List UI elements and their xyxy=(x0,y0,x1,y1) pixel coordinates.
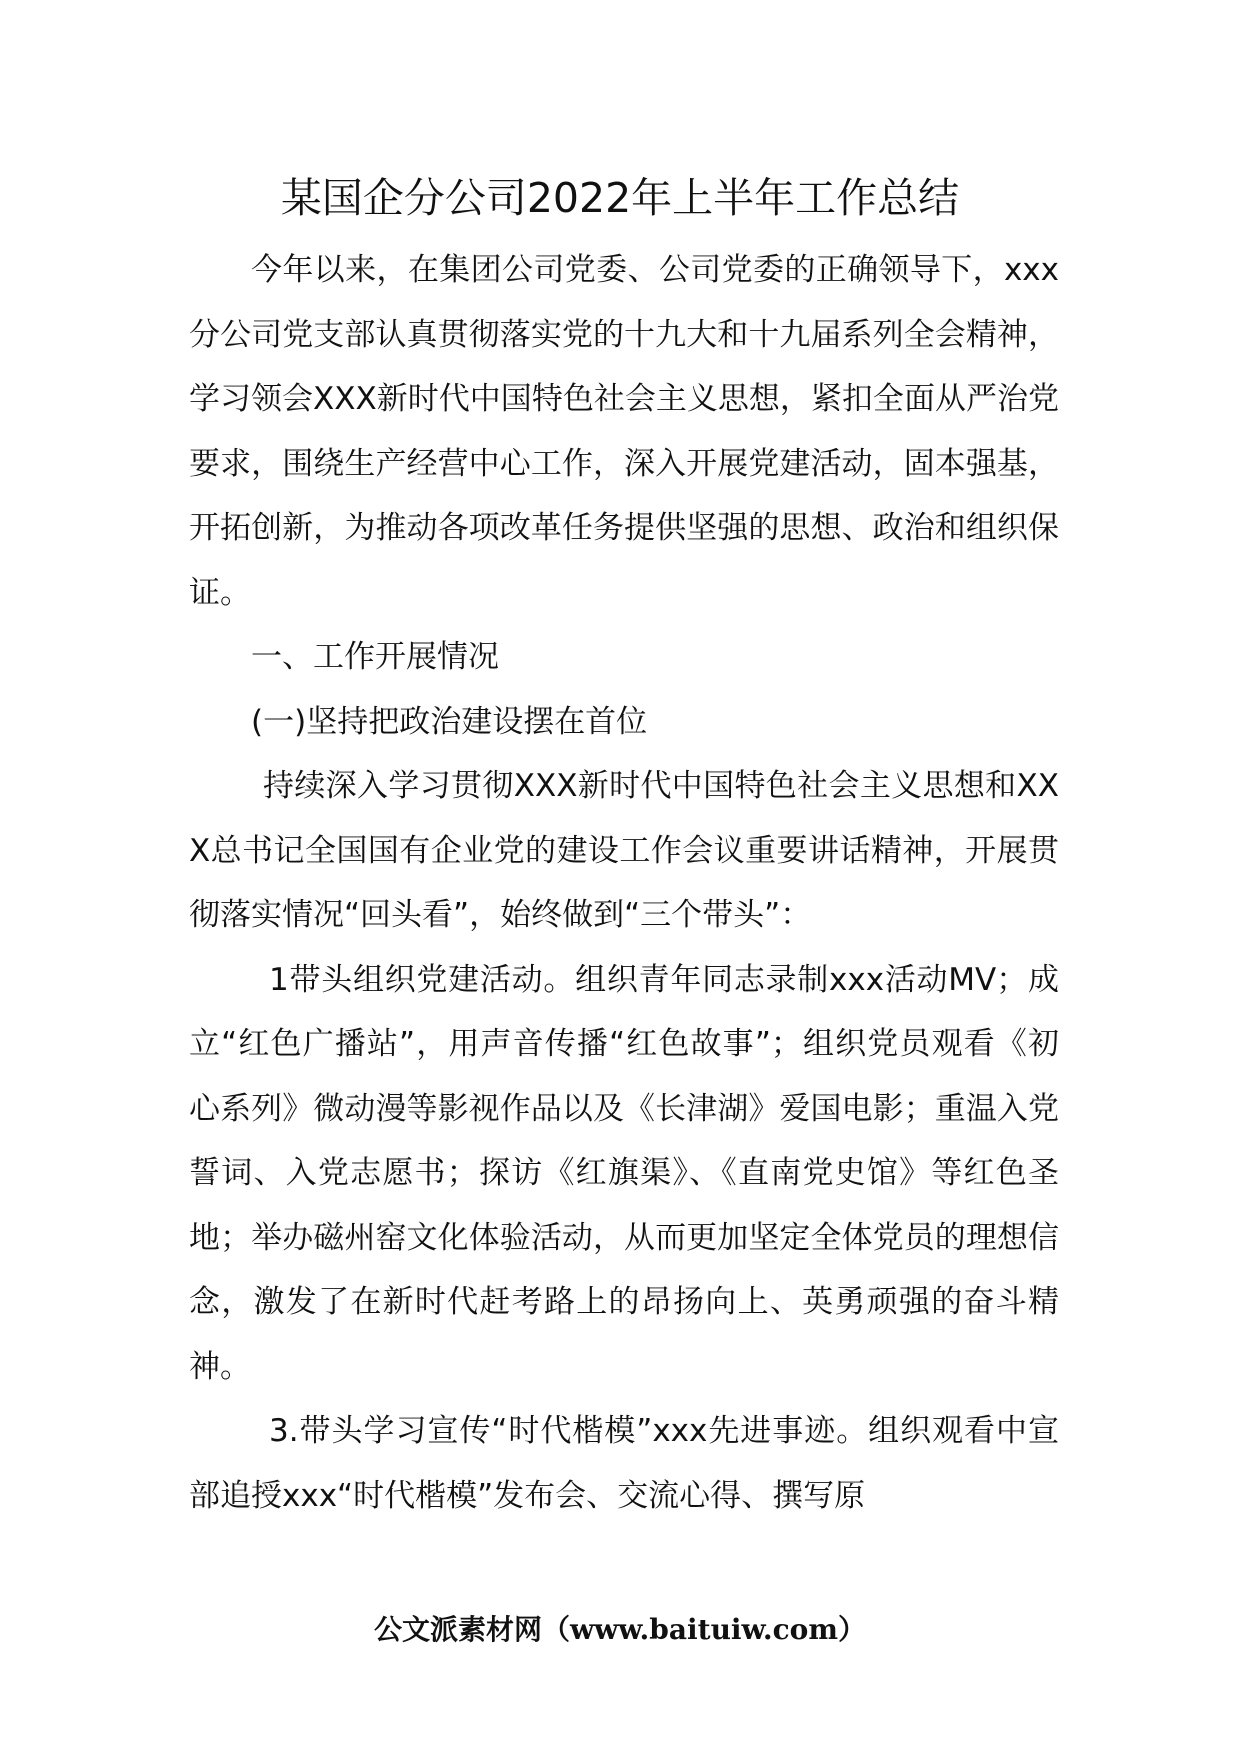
document-body xyxy=(189,238,1059,1528)
intro-paragraph: 今年以来，在集团公司党委、公司党委的正确领导下，xxx分公司党支部认真贯彻落实党的十九大和十九届系列全会精神，学习领会XXX新时代中国特色社会主义思想，紧扣全面从严治党要求，围绕生产经营中心工作，深入开展党建活动，固本强基，开拓创新，为推动各项改革任务提供坚强的思想、政治和组织保证。 xyxy=(189,252,1059,611)
body-paragraph: 持续深入学习贯彻XXX新时代中国特色社会主义思想和XXX总书记全国国有企业党的建设工作会议重要讲话精神，开展贯彻落实情况“回头看”，始终做到“三个带头”： xyxy=(189,768,1059,933)
subsection-heading-1: (一)坚持把政治建设摆在首位 xyxy=(251,703,648,740)
body-paragraph: 3.带头学习宣传“时代楷模”xxx先进事迹。组织观看中宣部追授xxx“时代楷模”发布会、交流心得、撰写原 xyxy=(189,1413,1059,1514)
section-heading-1: 一、工作开展情况 xyxy=(251,639,499,675)
document-title: 某国企分公司2022年上半年工作总结 xyxy=(280,174,960,222)
page-footer: 公文派素材网（www.baituiw.com） xyxy=(374,1613,866,1646)
body-paragraph: 1带头组织党建活动。组织青年同志录制xxx活动MV；成立“红色广播站”，用声音传播“红色故事”；组织党员观看《初心系列》微动漫等影视作品以及《长津湖》爱国电影；重温入党誓词、入党志愿书；探访《红旗渠》、《直南党史馆》等红色圣地；举办磁州窑文化体验活动，从而更加坚定全体党员的理想信念，激发了在新时代赶考路上的昂扬向上、英勇顽强的奋斗精神。 xyxy=(189,961,1059,1385)
